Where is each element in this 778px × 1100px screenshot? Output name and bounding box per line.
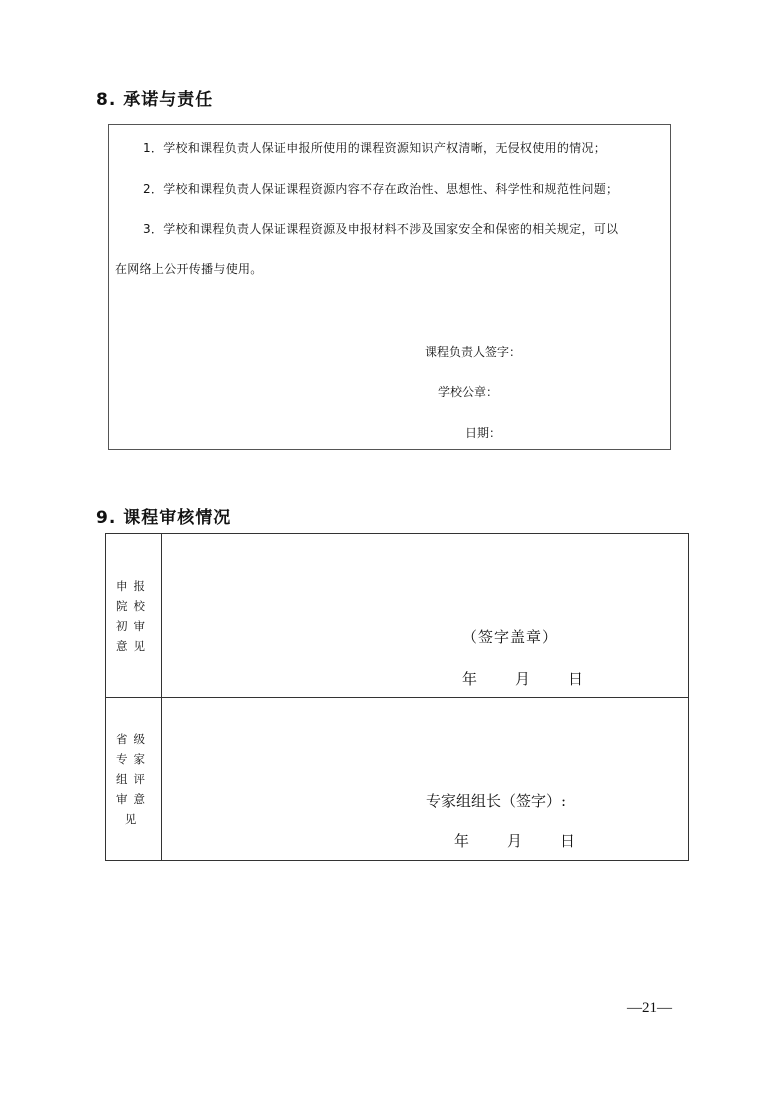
expert-leader-signature-text: 专家组组长（签字）: <box>426 792 567 810</box>
sign-seal-text: （签字盖章） <box>462 628 559 646</box>
row-label-cell <box>106 698 161 860</box>
leader-signature-label: 课程负责人签字： <box>425 345 522 359</box>
column-divider <box>161 698 162 860</box>
day-label: 日 <box>560 832 576 850</box>
review-table <box>105 533 689 861</box>
section-8-heading: 8. 承诺与责任 <box>96 90 214 110</box>
commitment-item-3-continuation: 在网络上公开传播与使用。 <box>115 262 263 276</box>
page-number: —21— <box>627 1000 672 1016</box>
day-label: 日 <box>568 670 584 688</box>
row-label-cell <box>106 534 161 697</box>
month-label: 月 <box>515 670 531 688</box>
date-line <box>454 830 575 851</box>
table-row <box>106 698 688 860</box>
section-9-heading: 9. 课程审核情况 <box>96 508 232 528</box>
school-seal-label: 学校公章： <box>438 385 499 399</box>
commitment-item-2: 2．学校和课程负责人保证课程资源内容不存在政治性、思想性、科学性和规范性问题； <box>143 182 619 196</box>
column-divider <box>161 534 162 697</box>
year-label: 年 <box>454 832 470 850</box>
table-row <box>106 534 688 698</box>
month-label: 月 <box>507 832 523 850</box>
row-label: 省级专家组评审意见 <box>116 732 151 826</box>
commitment-item-3: 3．学校和课程负责人保证课程资源及申报材料不涉及国家安全和保密的相关规定，可以 <box>143 222 619 236</box>
commitment-item-1: 1．学校和课程负责人保证申报所使用的课程资源知识产权清晰，无侵权使用的情况； <box>143 141 607 155</box>
year-label: 年 <box>462 670 478 688</box>
date-label: 日期： <box>465 426 502 440</box>
row-label: 申报院校初审意见 <box>116 578 151 653</box>
commitment-box <box>108 124 671 450</box>
date-line <box>462 668 583 689</box>
